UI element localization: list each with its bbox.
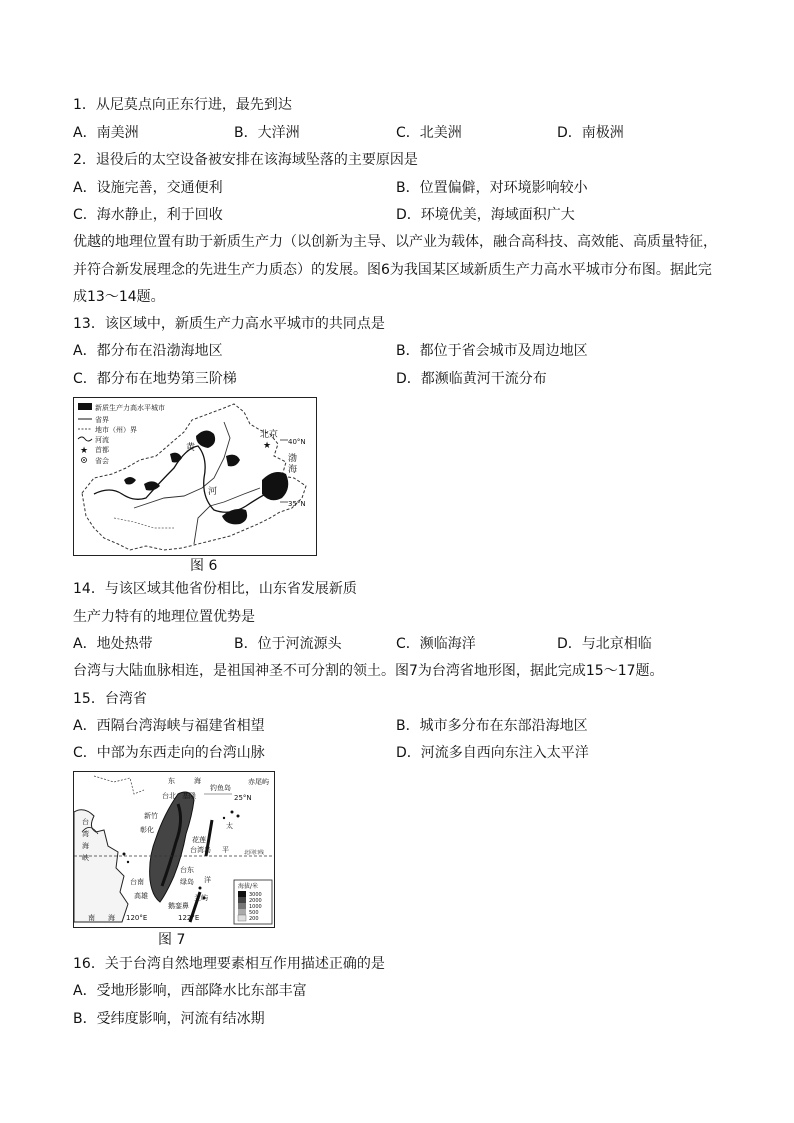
- he-label: 河: [208, 487, 218, 497]
- taitung-label: 台东: [180, 866, 194, 874]
- lanyu-label: 兰屿: [194, 894, 208, 902]
- question-14-stem-1: 14．与该区域其他省份相比，山东省发展新质: [73, 581, 357, 597]
- yang-label: 洋: [204, 876, 211, 884]
- question-16-stem: 16．关于台湾自然地理要素相互作用描述正确的是: [73, 956, 385, 972]
- figure-6-svg: [74, 398, 316, 555]
- q2-option-c: C．海水静止，利于回收: [73, 207, 223, 223]
- figure-6-caption: 图 6: [190, 558, 218, 574]
- ludao-label: 绿岛: [180, 878, 194, 886]
- q15-option-a: A．西隔台湾海峡与福建省相望: [73, 718, 265, 734]
- sea2-label: 海: [108, 914, 115, 922]
- question-14-stem-2: 生产力特有的地理位置优势是: [73, 609, 255, 625]
- sea1-label: 海: [194, 777, 201, 785]
- elev-200: 200: [249, 916, 259, 922]
- eluanbi-label: 鹅銮鼻: [168, 902, 189, 910]
- q14-option-c: C．濒临海洋: [396, 636, 476, 652]
- lon-120-label: 120°E: [126, 914, 148, 922]
- intro-15: 台湾与大陆血脉相连，是祖国神圣不可分割的领土。图7为台湾省地形图，据此完成15～17题。: [73, 663, 664, 679]
- city-blob-shandong: [262, 472, 288, 500]
- hualian-label: 花莲: [192, 836, 206, 844]
- q1-option-d: D．南极洲: [557, 125, 624, 141]
- yellow-river-line: [94, 446, 274, 512]
- q15-option-b: B．城市多分布在东部沿海地区: [396, 718, 588, 734]
- figure-7-map: [73, 771, 275, 928]
- chiwei-label: 赤尾屿: [248, 778, 269, 786]
- zhanghua-label: 彰化: [140, 826, 154, 834]
- q14-option-d: D．与北京相临: [557, 636, 652, 652]
- beijing-label: 北京: [260, 430, 279, 440]
- question-2-stem: 2．退役后的太空设备被安排在该海域坠落的主要原因是: [73, 152, 418, 168]
- lon-122-label: 122°E: [178, 914, 200, 922]
- xia-label: 峡: [82, 854, 89, 862]
- q1-option-b: B．大洋洲: [234, 125, 300, 141]
- city-blob-2: [226, 455, 240, 467]
- lat-25-label: 25°N: [234, 794, 252, 802]
- lat-40-label: 40°N: [288, 438, 306, 446]
- q13-option-b: B．都位于省会城市及周边地区: [396, 343, 588, 359]
- q2-option-a: A．设施完善，交通便利: [73, 180, 223, 196]
- beijing-star-icon: ★: [263, 441, 272, 451]
- legend-city-swatch: [78, 403, 92, 410]
- elev-3000: 3000: [249, 892, 262, 898]
- ping-label: 平: [222, 846, 229, 854]
- q1-option-c: C．北美洲: [396, 125, 462, 141]
- legend-capital-label: 首都: [95, 446, 109, 454]
- elev-2000: 2000: [249, 898, 262, 904]
- bohai-label: 渤: [288, 454, 298, 464]
- bohai-label-2: 海: [288, 465, 298, 475]
- diaoyu-label: 钓鱼岛: [210, 784, 231, 792]
- q1-option-a: A．南美洲: [73, 125, 139, 141]
- south-label: 南: [88, 914, 95, 922]
- legend-province-label: 省界: [95, 416, 109, 424]
- q14-option-a: A．地处热带: [73, 636, 153, 652]
- legend-capital-star-icon: ★: [80, 446, 89, 456]
- taibei-label: 台北: [162, 792, 176, 800]
- question-15-stem: 15．台湾省: [73, 691, 147, 707]
- intro-13-line-1: 优越的地理位置有助于新质生产力（以创新为主导、以产业为载体，融合高科技、高效能、高质量特征，: [73, 234, 717, 250]
- elevation-legend-title: 海拔/米: [238, 883, 259, 890]
- intro-13-line-3: 成13～14题。: [73, 289, 165, 305]
- elev-1000: 1000: [249, 904, 262, 910]
- figure-6-map: [73, 397, 317, 556]
- figure-7-caption: 图 7: [158, 932, 186, 948]
- tai2-label: 太: [226, 822, 233, 830]
- city-blob-5: [222, 509, 247, 524]
- q13-option-c: C．都分布在地势第三阶梯: [73, 371, 237, 387]
- wan-label: 湾: [82, 830, 89, 838]
- q13-option-d: D．都濒临黄河干流分布: [396, 371, 547, 387]
- city-blob-7: [124, 477, 136, 485]
- city-blob-1: [196, 430, 215, 448]
- q16-option-a: A．受地形影响，西部降水比东部丰富: [73, 983, 307, 999]
- elev-500: 500: [249, 910, 259, 916]
- q2-option-d: D．环境优美，海域面积广大: [396, 207, 575, 223]
- legend-prefecture-label: 地市（州）界: [95, 426, 137, 434]
- legend-river-label: 河流: [95, 436, 109, 444]
- city-blob-6: [144, 481, 160, 490]
- jilong-label: 基隆: [182, 792, 196, 800]
- legend-provcap-label: 省会: [95, 457, 109, 465]
- q16-option-b: B．受纬度影响，河流有结冰期: [73, 1011, 265, 1027]
- city-blob-3: [170, 453, 182, 463]
- lat-35-label: 35°N: [288, 500, 306, 508]
- legend-city-label: 新质生产力高水平城市: [95, 404, 165, 412]
- intro-13-line-2: 并符合新发展理念的先进生产力质态）的发展。图6为我国某区域新质生产力高水平城市分布图。据此完: [73, 262, 712, 278]
- q14-option-b: B．位于河流源头: [234, 636, 342, 652]
- tai-label: 台: [82, 818, 89, 826]
- q15-option-c: C．中部为东西走向的台湾山脉: [73, 745, 265, 761]
- east-label: 东: [168, 777, 175, 785]
- q2-option-b: B．位置偏僻，对环境影响较小: [396, 180, 588, 196]
- question-13-stem: 13．该区域中，新质生产力高水平城市的共同点是: [73, 316, 385, 332]
- taiwan-dao-label: 台湾岛: [190, 846, 211, 854]
- mainland-coast: [74, 810, 128, 922]
- gaoxiong-label: 高雄: [134, 892, 148, 900]
- q15-option-d: D．河流多自西向东注入太平洋: [396, 745, 589, 761]
- legend-river-line: [78, 437, 92, 441]
- xinzhu-label: 新竹: [144, 812, 158, 820]
- hai-label: 海: [82, 842, 89, 850]
- prefecture-border: [114, 518, 174, 528]
- huang-label: 黄: [186, 443, 196, 453]
- tainan-label: 台南: [130, 878, 144, 886]
- tropic-label: 北回归线: [244, 850, 265, 856]
- question-1-stem: 1．从尼莫点向正东行进，最先到达: [73, 97, 292, 113]
- q13-option-a: A．都分布在沿渤海地区: [73, 343, 223, 359]
- figure-7-svg: [74, 772, 274, 927]
